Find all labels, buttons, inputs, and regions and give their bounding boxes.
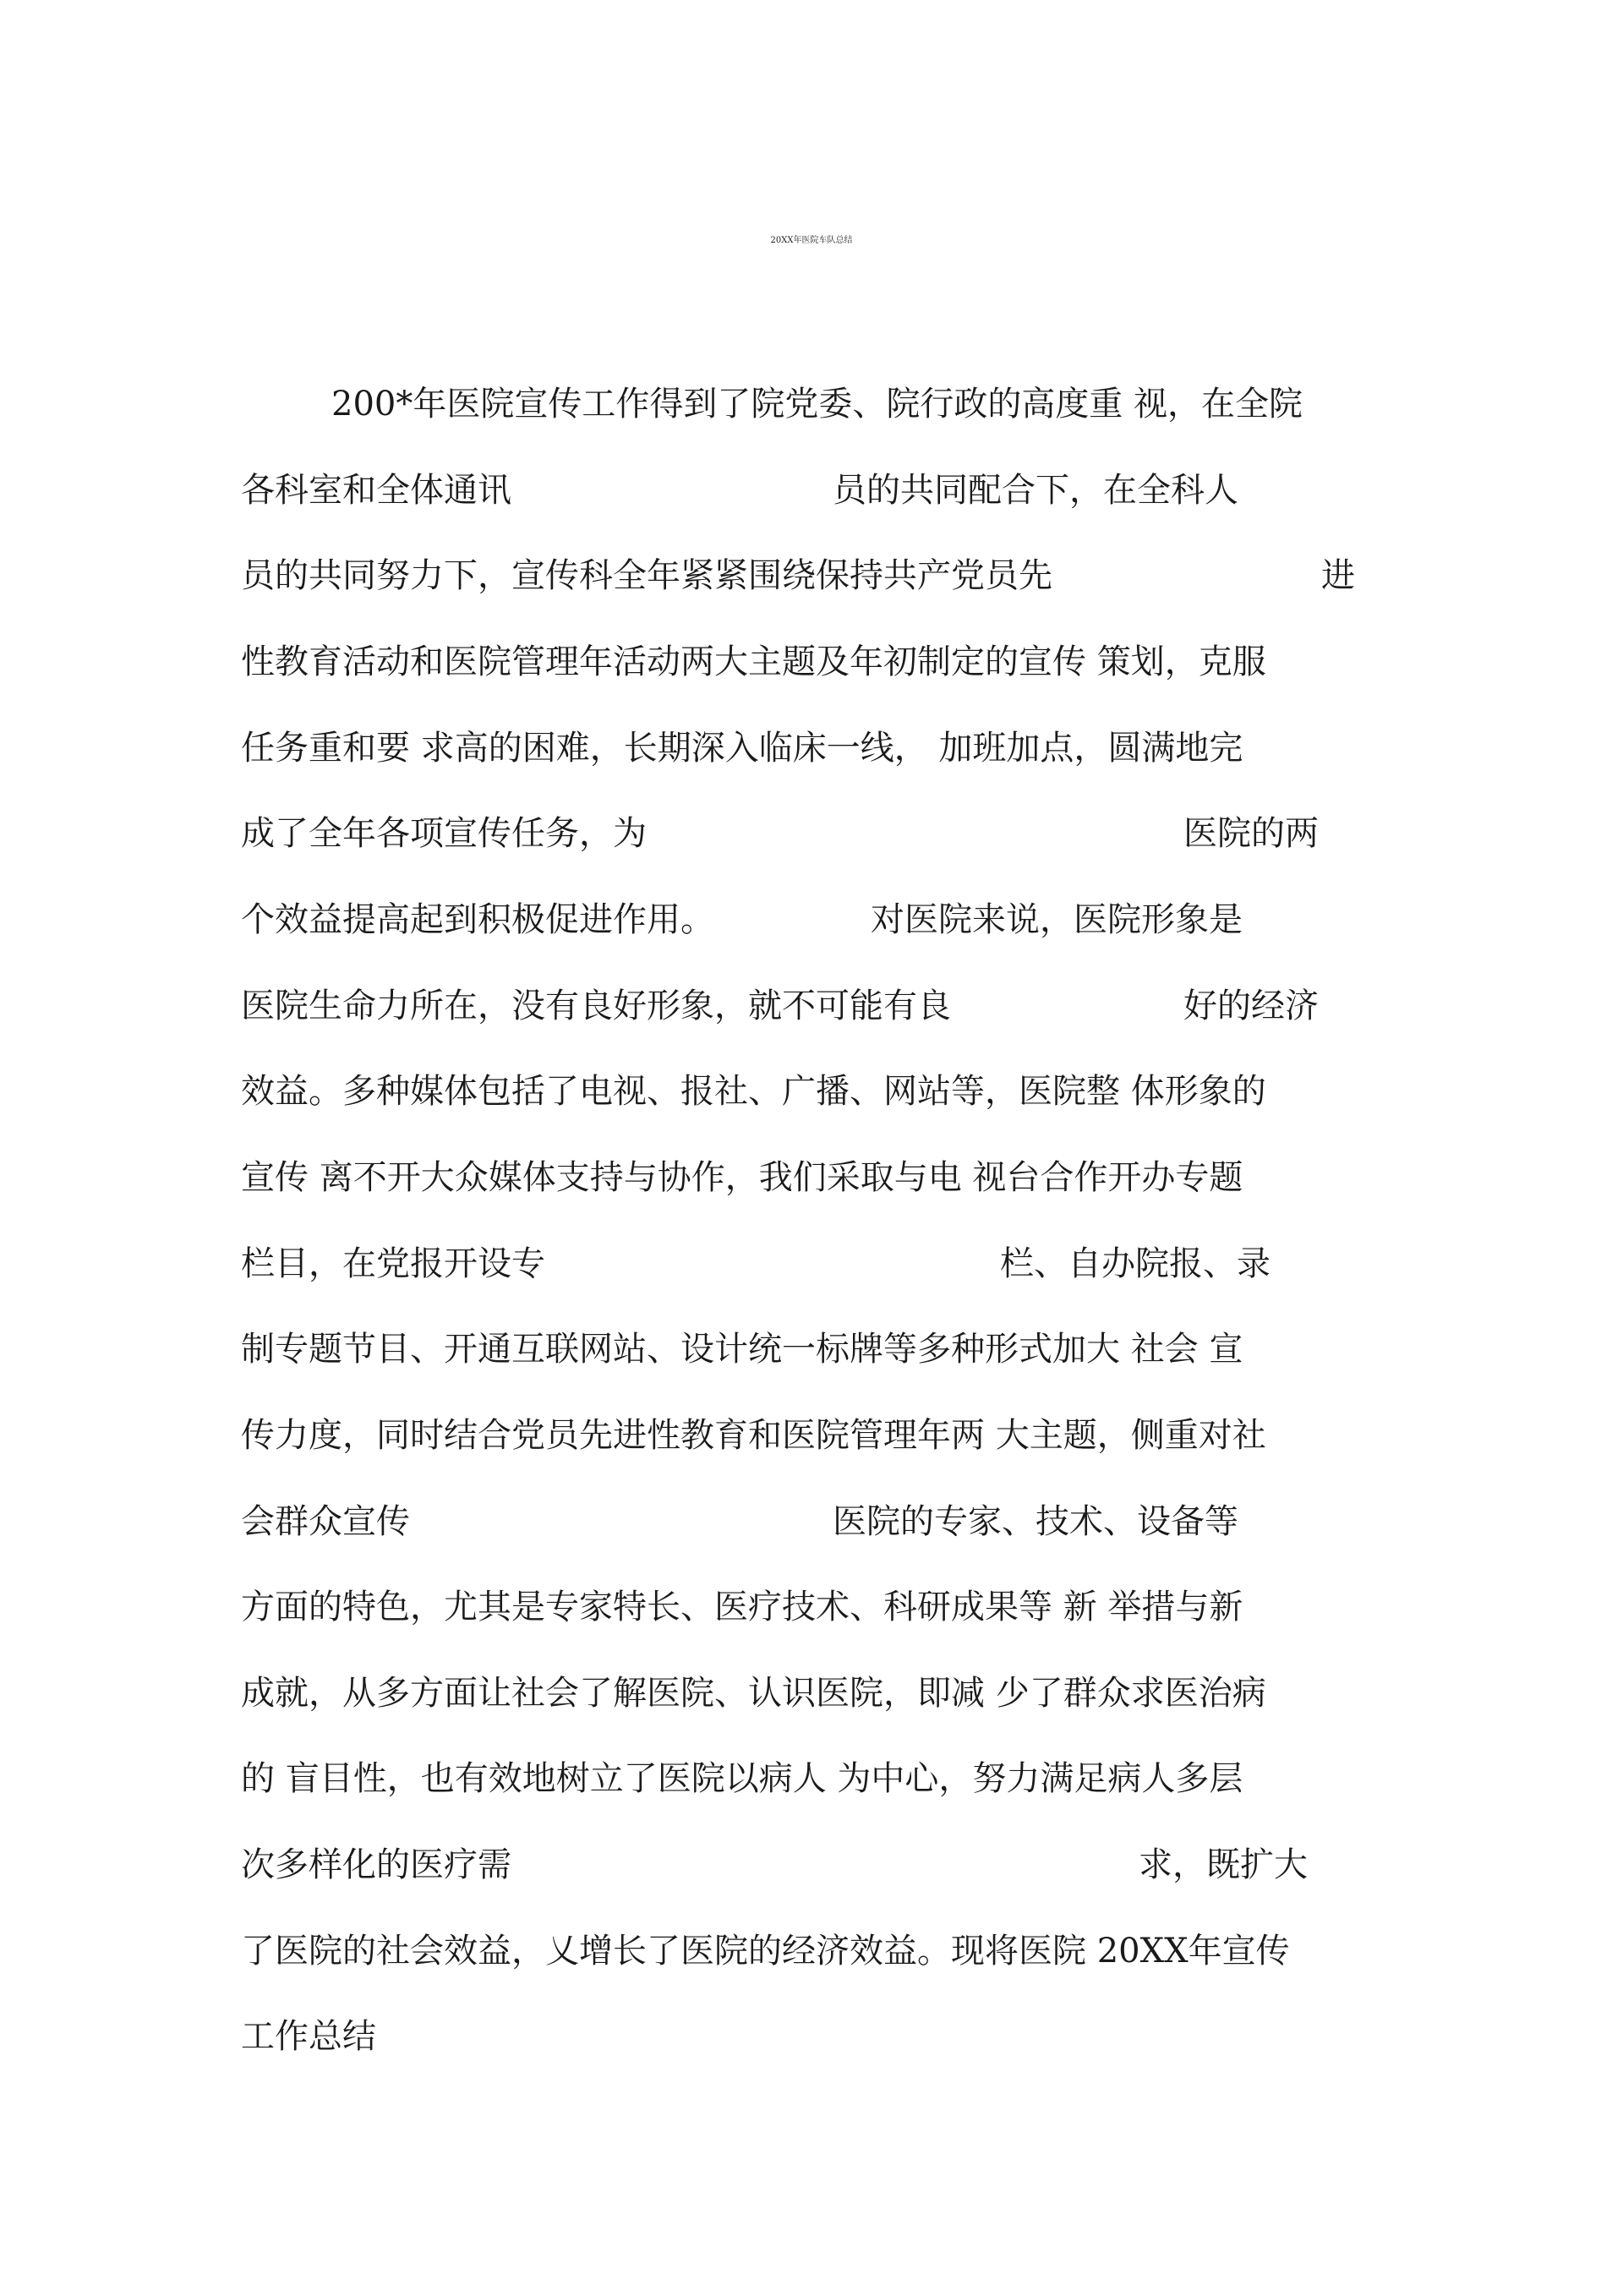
body-line-20: 工作总结 [241, 2017, 376, 2056]
body-line-14b: 医院的专家、技术、设备等 [833, 1502, 1238, 1541]
body-line-8a: 医院生命力所在，没有良好形象，就不可能有良 [241, 987, 951, 1025]
body-line-16: 成就，从多方面让社会了解医院、认识医院，即减 少了群众求医治病 [241, 1674, 1266, 1713]
body-line-9: 效益。多种媒体包括了电视、报社、广播、网站等，医院整 体形象的 [241, 1072, 1266, 1111]
body-line-6a: 成了全年各项宣传任务，为 [241, 814, 647, 853]
body-line-7a: 个效益提高起到积极促进作用。 [241, 900, 714, 939]
body-line-11b: 栏、自办院报、录 [1000, 1244, 1271, 1283]
body-line-4: 性教育活动和医院管理年活动两大主题及年初制定的宣传 策划，克服 [241, 642, 1266, 681]
body-line-11a: 栏目，在党报开设专 [241, 1244, 545, 1283]
body-line-7b: 对医院来说，医院形象是 [871, 900, 1243, 939]
body-line-14a: 会群众宣传 [241, 1502, 410, 1541]
body-line-10: 宣传 离不开大众媒体支持与协作，我们采取与电 视台合作开办专题 [241, 1158, 1243, 1197]
document-title: 20XX年医院车队总结 [770, 236, 853, 245]
body-line-18a: 次多样化的医疗需 [241, 1845, 511, 1884]
body-line-3a: 员的共同努力下，宣传科全年紧紧围绕保持共产党员先 [241, 556, 1052, 595]
body-line-6b: 医院的两 [1183, 814, 1319, 853]
body-line-13: 传力度，同时结合党员先进性教育和医院管理年两 大主题，侧重对社 [241, 1416, 1266, 1455]
body-line-2b: 员的共同配合下，在全科人 [833, 471, 1238, 510]
body-line-12: 制专题节目、开通互联网站、设计统一标牌等多种形式加大 社会 宣 [241, 1330, 1243, 1369]
body-line-8b: 好的经济 [1183, 987, 1319, 1025]
body-line-17: 的 盲目性，也有效地树立了医院以病人 为中心，努力满足病人多层 [241, 1759, 1243, 1798]
body-line-3b: 进 [1321, 556, 1355, 595]
body-line-1: 200*年医院宣传工作得到了院党委、院行政的高度重 视，在全院 [331, 385, 1303, 424]
body-line-15: 方面的特色，尤其是专家特长、医疗技术、科研成果等 新 举措与新 [241, 1588, 1243, 1626]
body-line-2a: 各科室和全体通讯 [241, 471, 511, 510]
body-line-18b: 求，既扩大 [1139, 1845, 1308, 1884]
body-line-5: 任务重和要 求高的困难，长期深入临床一线， 加班加点，圆满地完 [241, 729, 1243, 768]
body-line-19: 了医院的社会效益，乂增长了医院的经济效益。现将医院 20XX年宣传 [241, 1932, 1290, 1971]
